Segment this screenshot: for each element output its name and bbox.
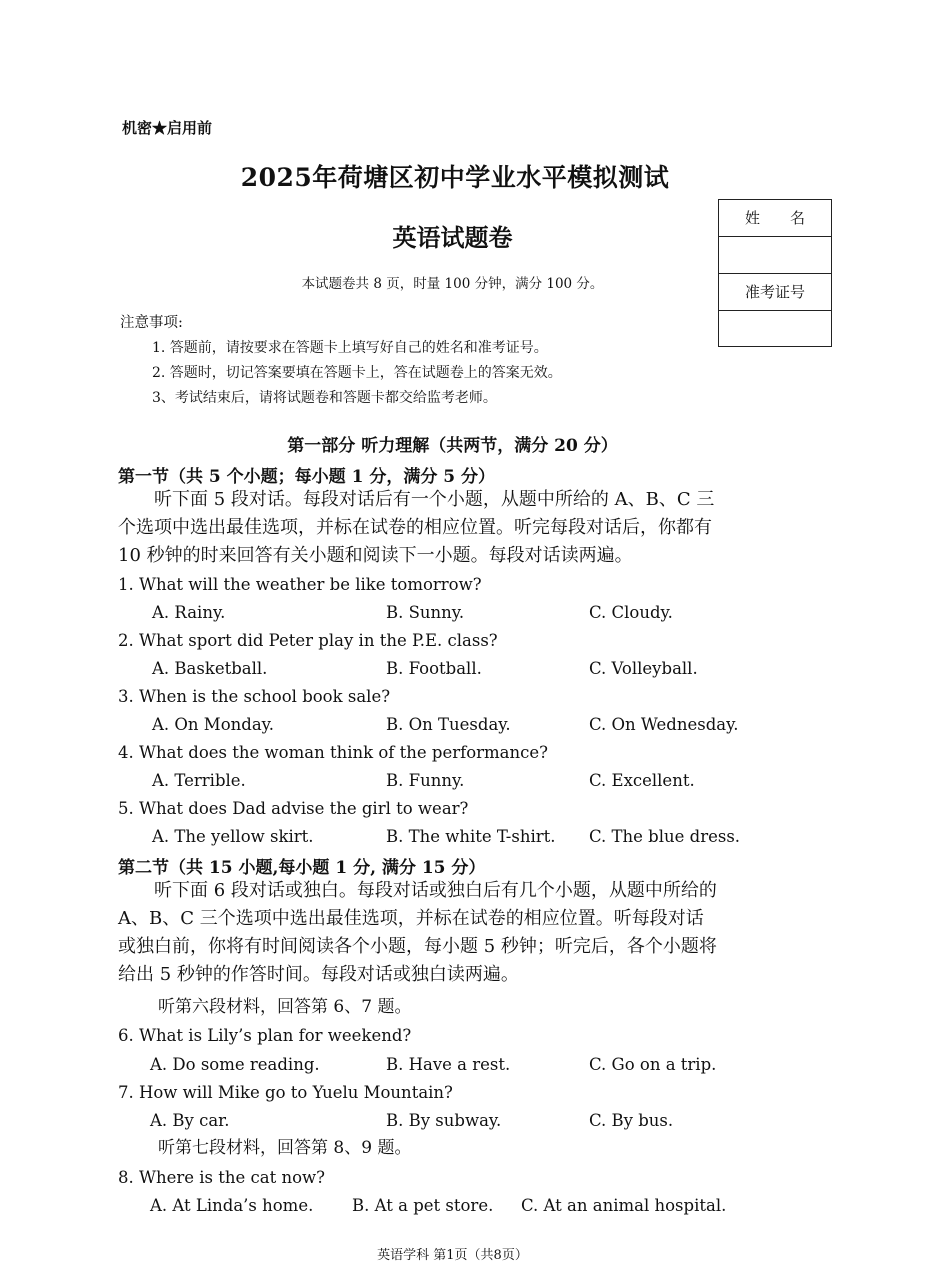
option-c: C. Volleyball. <box>589 659 698 678</box>
section-title: 第二节（共 15 小题,每小题 1 分, 满分 15 分） <box>118 858 486 878</box>
option-b: B. The white T-shirt. <box>386 827 556 846</box>
section-title: 第一节（共 5 个小题；每小题 1 分，满分 5 分） <box>118 467 495 487</box>
question-text: 3. When is the school book sale? <box>118 687 391 706</box>
question-text: 1. What will the weather be like tomorrow? <box>118 575 482 594</box>
option-c: C. By bus. <box>589 1111 674 1130</box>
exam-title: 2025年荷塘区初中学业水平模拟测试 <box>240 163 670 192</box>
page-footer: 英语学科 第1页（共8页） <box>377 1248 528 1263</box>
option-c: C. The blue dress. <box>589 827 741 846</box>
question-text: 6. What is Lily’s plan for weekend? <box>118 1026 412 1045</box>
option-c: C. Go on a trip. <box>589 1055 717 1074</box>
name-field[interactable] <box>719 237 831 274</box>
notice-title: 注意事项: <box>120 315 183 331</box>
option-a: A. Do some reading. <box>150 1055 320 1074</box>
option-a: A. At Linda’s home. <box>150 1196 314 1215</box>
option-c: C. Excellent. <box>589 771 695 790</box>
option-c: C. On Wednesday. <box>589 715 739 734</box>
notice-item: 2. 答题时，切记答案要填在答题卡上，答在试题卷上的答案无效。 <box>152 365 562 381</box>
instruction-line: 或独白前，你将有时间阅读各个小题，每小题 5 秒钟；听完后，各个小题将 <box>118 936 717 957</box>
question-text: 7. How will Mike go to Yuelu Mountain? <box>118 1083 453 1102</box>
option-b: B. By subway. <box>386 1111 502 1130</box>
option-a: A. Terrible. <box>152 771 246 790</box>
option-b: B. On Tuesday. <box>386 715 511 734</box>
option-b: B. Have a rest. <box>386 1055 511 1074</box>
instruction-line: 个选项中选出最佳选项，并标在试卷的相应位置。听完每段对话后，你都有 <box>118 517 712 538</box>
option-b: B. Football. <box>386 659 482 678</box>
instruction-line: 给出 5 秒钟的作答时间。每段对话或独白读两遍。 <box>118 964 519 985</box>
instruction-line: A、B、C 三个选项中选出最佳选项，并标在试卷的相应位置。听每段对话 <box>118 908 704 929</box>
notice-item: 3、考试结束后，请将试题卷和答题卡都交给监考老师。 <box>152 390 497 406</box>
exam-id-label: 准考证号 <box>719 274 831 311</box>
option-b: B. Sunny. <box>386 603 465 622</box>
option-a: A. Rainy. <box>152 603 226 622</box>
option-c: C. At an animal hospital. <box>521 1196 727 1215</box>
question-text: 4. What does the woman think of the performance? <box>118 743 548 762</box>
question-text: 5. What does Dad advise the girl to wear? <box>118 799 469 818</box>
option-a: A. Basketball. <box>152 659 268 678</box>
exam-subtitle: 英语试题卷 <box>392 223 513 252</box>
option-a: A. The yellow skirt. <box>152 827 314 846</box>
option-b: B. At a pet store. <box>352 1196 494 1215</box>
student-info-box <box>718 199 832 347</box>
option-b: B. Funny. <box>386 771 465 790</box>
material-instruction: 听第六段材料，回答第 6、7 题。 <box>158 997 412 1017</box>
exam-meta: 本试题卷共 8 页，时量 100 分钟，满分 100 分。 <box>301 276 604 292</box>
instruction-line: 听下面 6 段对话或独白。每段对话或独白后有几个小题，从题中所给的 <box>118 880 717 901</box>
question-text: 2. What sport did Peter play in the P.E. class? <box>118 631 498 650</box>
instruction-line: 10 秒钟的时来回答有关小题和阅读下一小题。每段对话读两遍。 <box>118 545 633 566</box>
exam-id-field[interactable] <box>719 311 831 346</box>
name-label: 姓 名 <box>719 200 831 237</box>
option-a: A. On Monday. <box>152 715 275 734</box>
material-instruction: 听第七段材料，回答第 8、9 题。 <box>158 1138 412 1158</box>
instruction-line: 听下面 5 段对话。每段对话后有一个小题，从题中所给的 A、B、C 三 <box>118 489 715 510</box>
option-a: A. By car. <box>150 1111 230 1130</box>
part-title: 第一部分 听力理解（共两节，满分 20 分） <box>287 436 618 456</box>
question-text: 8. Where is the cat now? <box>118 1168 325 1187</box>
option-c: C. Cloudy. <box>589 603 673 622</box>
confidential-label: 机密★启用前 <box>122 119 213 137</box>
notice-item: 1. 答题前，请按要求在答题卡上填写好自己的姓名和准考证号。 <box>152 340 548 356</box>
